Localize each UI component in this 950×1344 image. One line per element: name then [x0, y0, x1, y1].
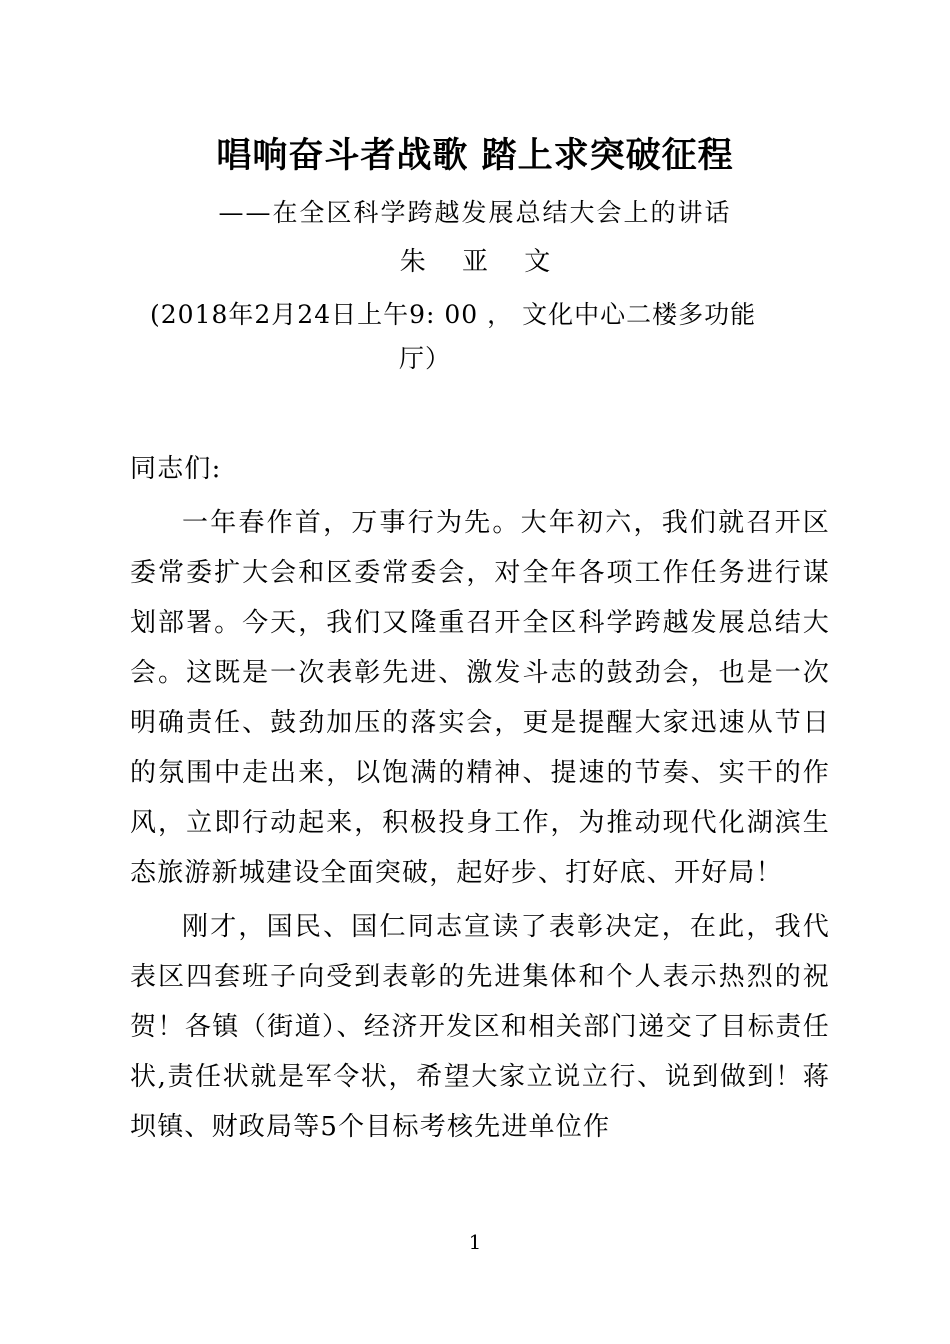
- document-subtitle: ——在全区科学跨越发展总结大会上的讲话: [218, 198, 732, 227]
- page-number: 1: [468, 1230, 482, 1254]
- paragraph-1: 一年春作首，万事行为先。大年初六，我们就召开区委常委扩大会和区委常委会，对全年各项工作任务进行谋划部署。今天，我们又隆重召开全区科学跨越发展总结大会。这既是一次表彰先进、激发斗志的鼓劲会，也是一次明确责任、鼓劲加压的落实会，更是提醒大家迅速从节日的氛围中走出来，以饱满的精神、提速的节奏、实干的作风，立即行动起来，积极投身工作，为推动现代化湖滨生态旅游新城建设全面突破，起好步、打好底、开好局！: [130, 508, 830, 888]
- meta-line-2: 厅）: [398, 344, 451, 373]
- salutation: 同志们:: [130, 454, 222, 484]
- document-title: 唱响奋斗者战歌 踏上求突破征程: [216, 136, 734, 176]
- meta-line-1: (2018年2月24日上午9: 00 ， 文化中心二楼多功能: [150, 300, 757, 329]
- speech-time-location: [150, 293, 830, 381]
- author-name: 朱 亚 文: [399, 247, 565, 277]
- paragraph-2: 刚才，国民、国仁同志宣读了表彰决定，在此，我代表区四套班子向受到表彰的先进集体和个人表示热烈的祝贺！各镇（街道）、经济开发区和相关部门递交了目标责任状,责任状就是军令状，希望大家立说立行、说到做到！蒋坝镇、财政局等5个目标考核先进单位作: [130, 912, 830, 1142]
- document-body: [130, 444, 830, 1152]
